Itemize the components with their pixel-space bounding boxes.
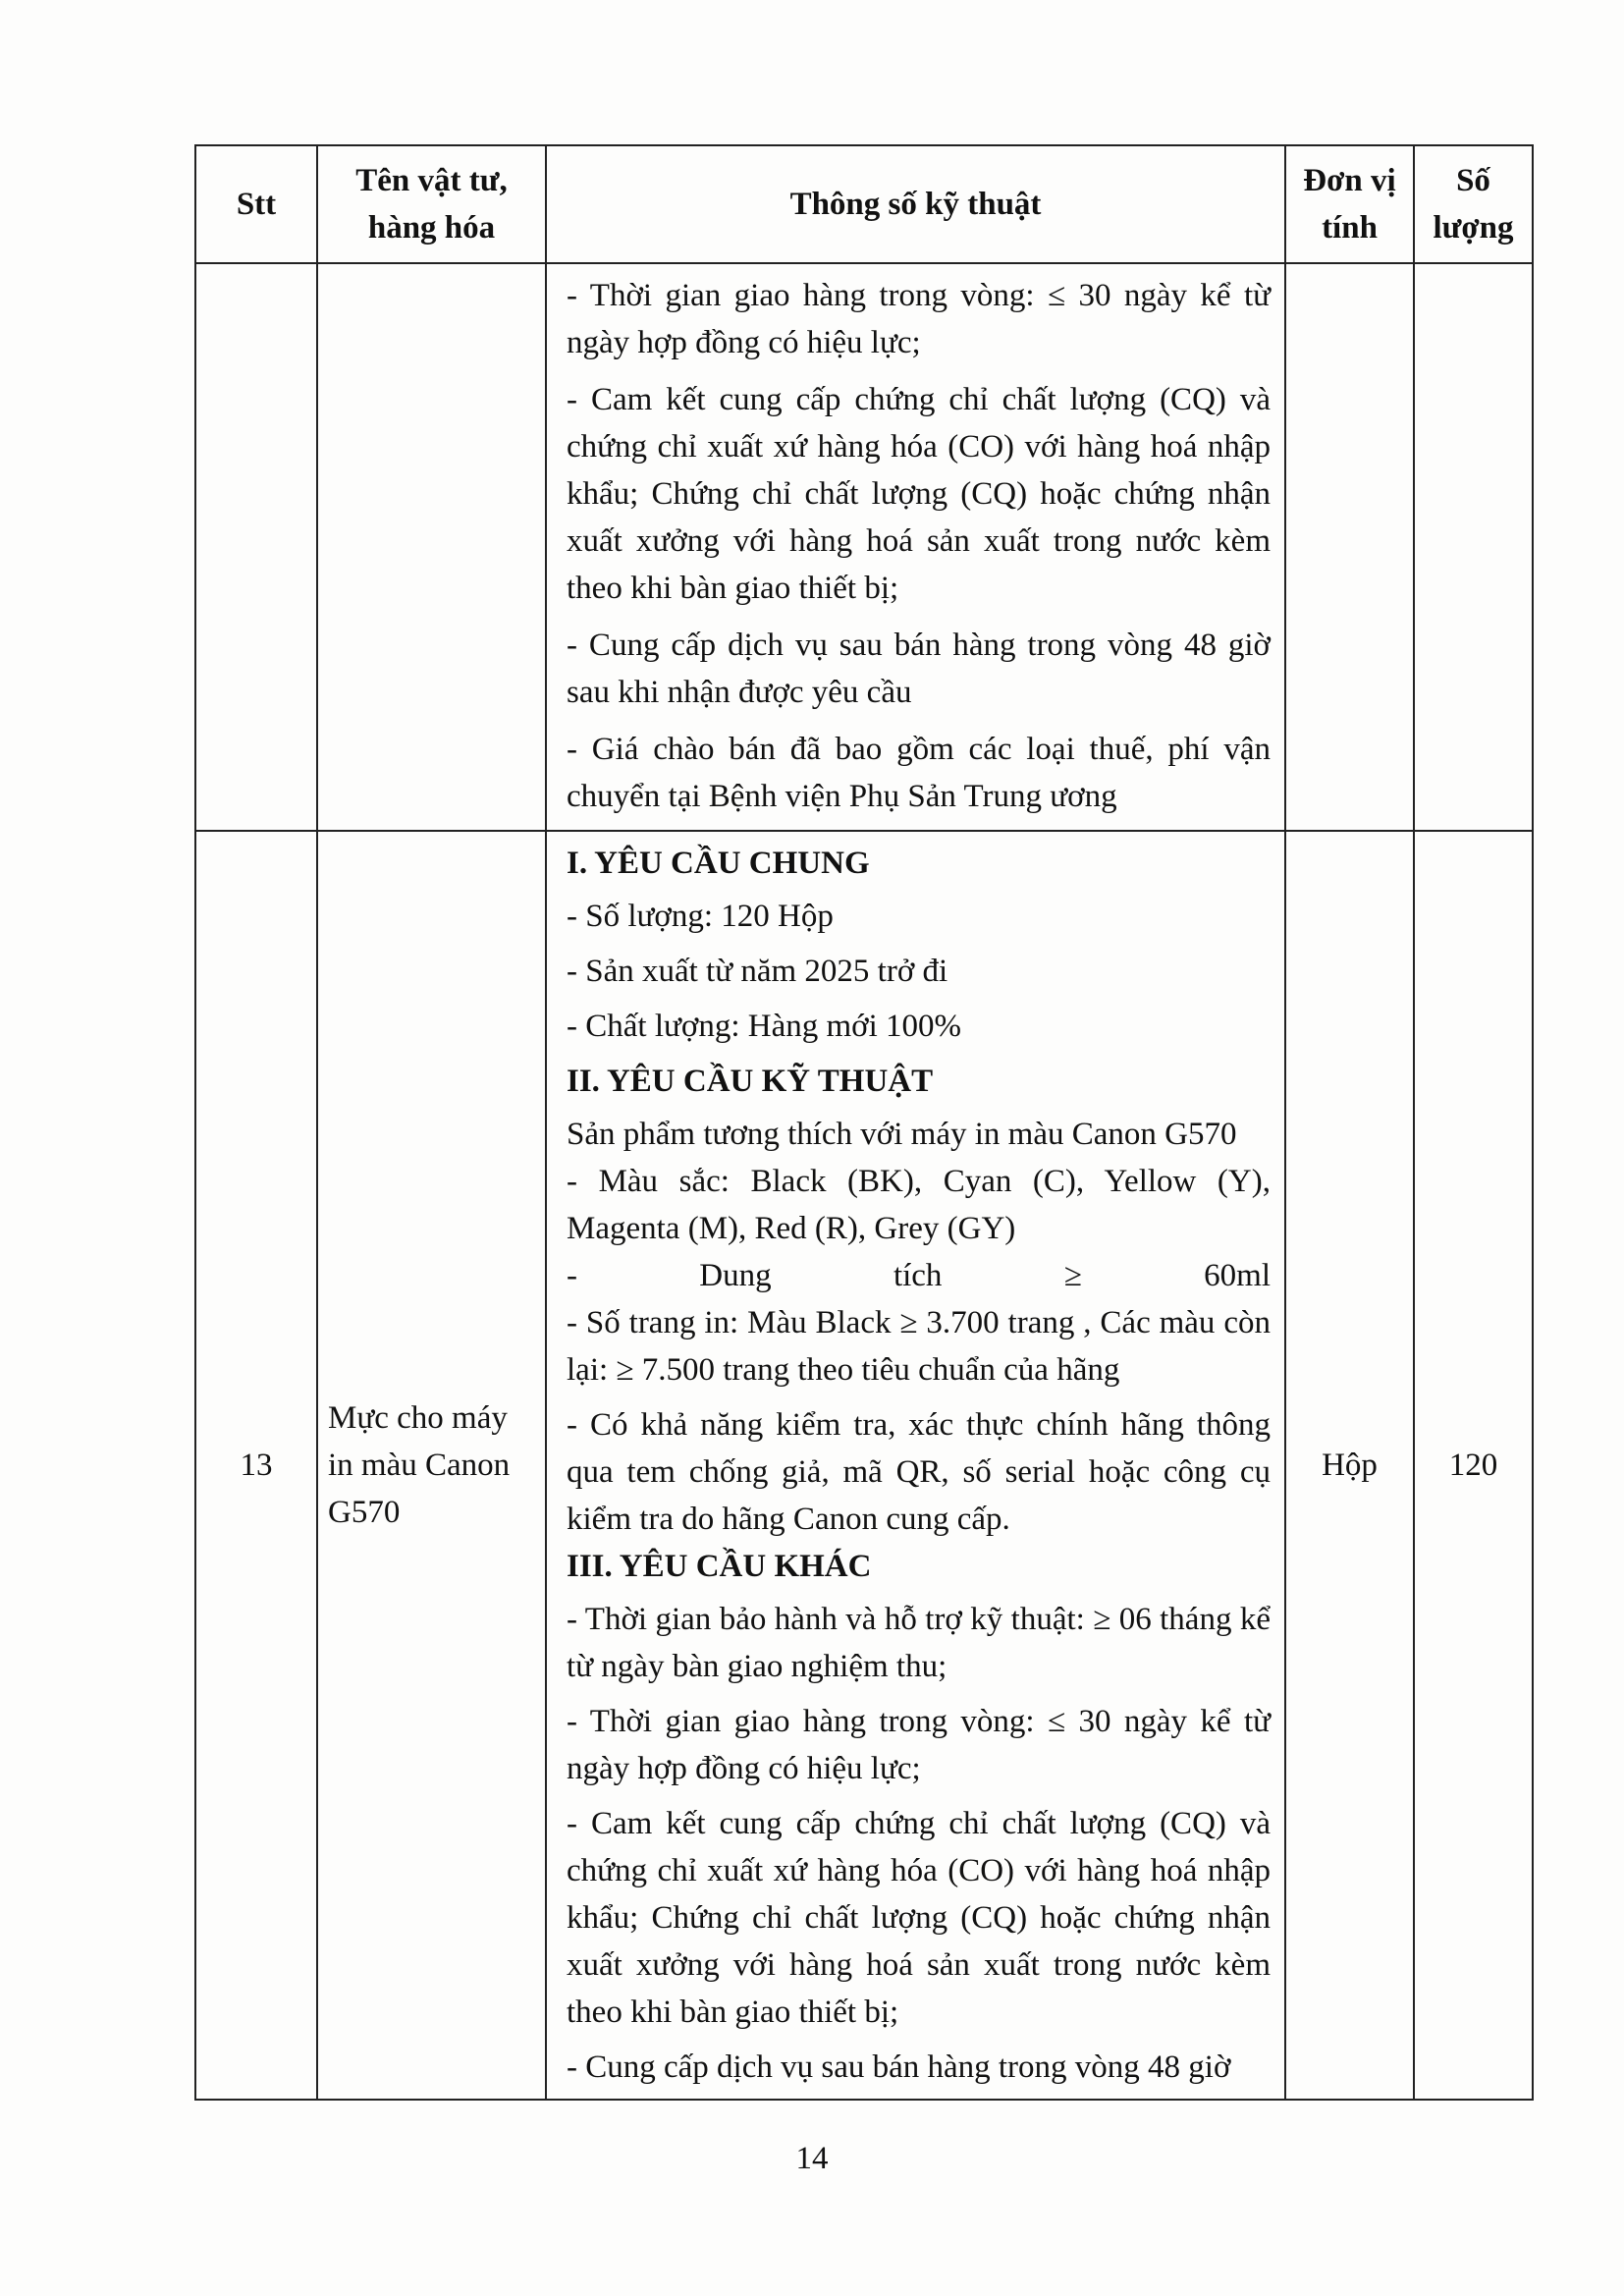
spec-paragraph: - Cung cấp dịch vụ sau bán hàng trong vòng 48 giờ sau khi nhận được yêu cầu	[567, 628, 1271, 710]
section-heading: II. YÊU CẦU KỸ THUẬT	[567, 1064, 934, 1099]
spec-line: - Số lượng: 120 Hộp	[567, 899, 834, 934]
spec-line: - Màu sắc: Black (BK), Cyan (C), Yellow (Y), Magenta (M), Red (R), Grey (GY)	[567, 1164, 1271, 1246]
table-header-row	[195, 145, 1533, 263]
prev-stt-cell	[195, 263, 317, 831]
spec-line: - Chất lượng: Hàng mới 100%	[567, 1009, 961, 1044]
header-spec: Thông số kỹ thuật	[546, 145, 1285, 263]
table-row-previous-continuation	[195, 263, 1533, 831]
page-number: 14	[795, 2141, 829, 2176]
header-stt: Stt	[195, 145, 317, 263]
spec-line: - Dung tích ≥ 60ml	[567, 1258, 1271, 1293]
header-qty: Số lượng	[1414, 145, 1533, 263]
section-heading: III. YÊU CẦU KHÁC	[567, 1549, 872, 1584]
spec-line: - Có khả năng kiểm tra, xác thực chính hãng thông qua tem chống giả, mã QR, số serial hoặc công cụ kiểm tra do hãng Canon cung cấp.	[567, 1407, 1271, 1537]
spec-table	[194, 144, 1534, 2101]
spec-line: Sản phẩm tương thích với máy in màu Canon G570	[567, 1117, 1237, 1152]
table-row-13	[195, 831, 1533, 2100]
row13-stt-cell: 13	[195, 831, 317, 2100]
spec-paragraph: - Thời gian giao hàng trong vòng: ≤ 30 ngày kể từ ngày hợp đồng có hiệu lực;	[567, 278, 1271, 360]
spec-paragraph: - Giá chào bán đã bao gồm các loại thuế, phí vận chuyển tại Bệnh viện Phụ Sản Trung ương	[567, 732, 1271, 814]
spec-paragraph: - Thời gian giao hàng trong vòng: ≤ 30 ngày kể từ ngày hợp đồng có hiệu lực;	[567, 1704, 1271, 1786]
row13-unit-cell: Hộp	[1285, 831, 1414, 2100]
spec-line: - Sản xuất từ năm 2025 trở đi	[567, 954, 948, 989]
row13-name-cell: Mực cho máy in màu Canon G570	[317, 831, 546, 2100]
prev-spec-cell	[546, 263, 1285, 831]
header-unit: Đơn vị tính	[1285, 145, 1414, 263]
section-heading: I. YÊU CẦU CHUNG	[567, 846, 870, 881]
row13-spec-cell	[546, 831, 1285, 2100]
spec-paragraph: - Cung cấp dịch vụ sau bán hàng trong vòng 48 giờ	[567, 2050, 1231, 2085]
header-name: Tên vật tư, hàng hóa	[317, 145, 546, 263]
spec-paragraph: - Thời gian bảo hành và hỗ trợ kỹ thuật: ≥ 06 tháng kể từ ngày bàn giao nghiệm thu;	[567, 1602, 1271, 1684]
spec-paragraph: - Cam kết cung cấp chứng chỉ chất lượng (CQ) và chứng chỉ xuất xứ hàng hóa (CO) với hàng hoá nhập khẩu; Chứng chỉ chất lượng (CQ) hoặc chứng nhận xuất xưởng với hàng hoá sản xuất trong nước kèm theo khi bàn giao thiết bị;	[567, 1806, 1271, 2030]
spec-line: - Số trang in: Màu Black ≥ 3.700 trang , Các màu còn lại: ≥ 7.500 trang theo tiêu chuẩn của hãng	[567, 1305, 1271, 1388]
prev-qty-cell	[1414, 263, 1533, 831]
spec-paragraph: - Cam kết cung cấp chứng chỉ chất lượng (CQ) và chứng chỉ xuất xứ hàng hóa (CO) với hàng hoá nhập khẩu; Chứng chỉ chất lượng (CQ) hoặc chứng nhận xuất xưởng với hàng hoá sản xuất trong nước kèm theo khi bàn giao thiết bị;	[567, 382, 1271, 606]
prev-name-cell	[317, 263, 546, 831]
row13-qty-cell: 120	[1414, 831, 1533, 2100]
prev-unit-cell	[1285, 263, 1414, 831]
